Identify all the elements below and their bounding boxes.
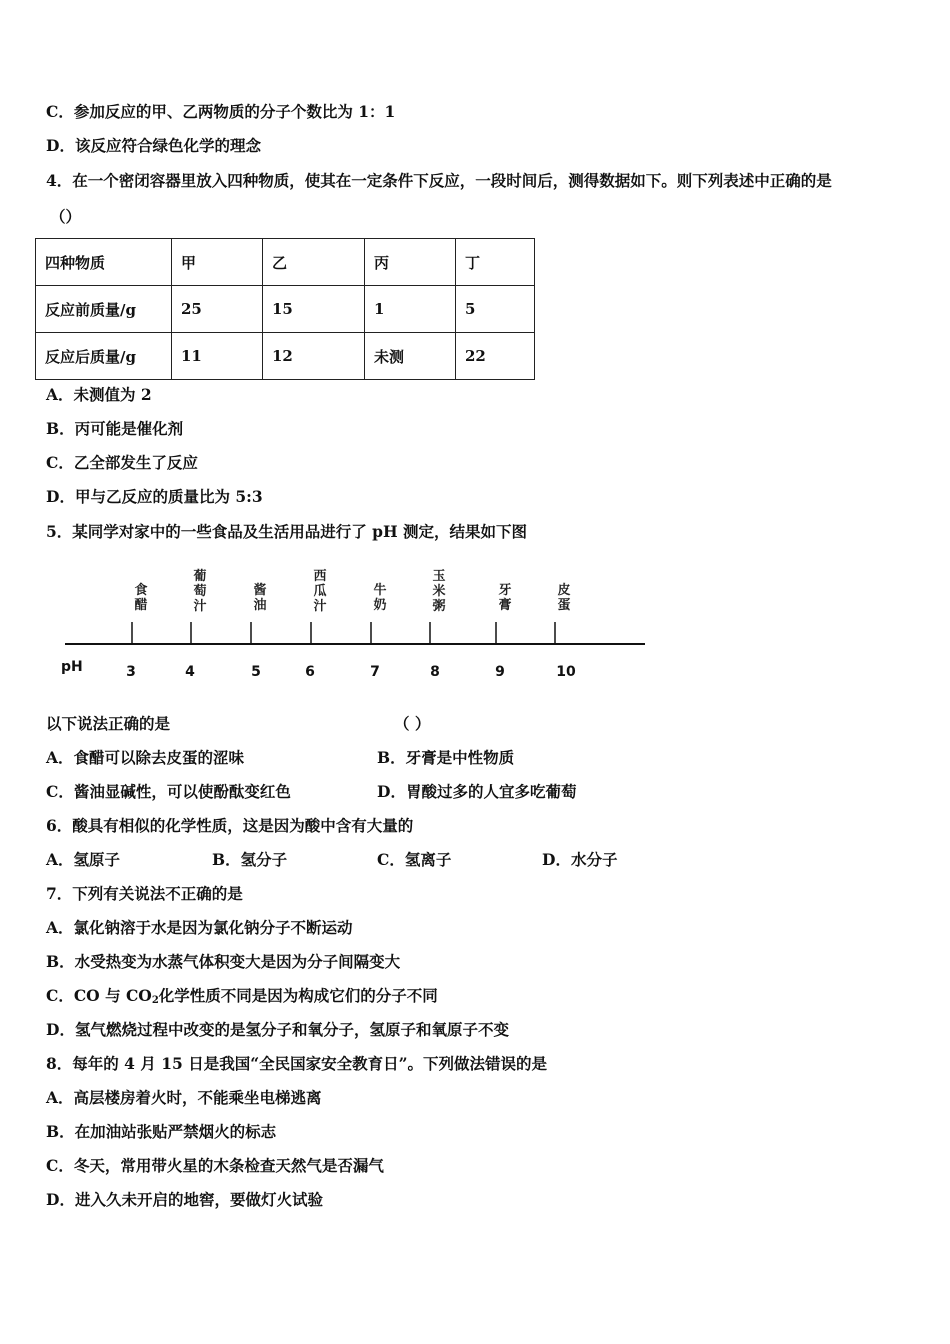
- ph-item-label-char: 油: [253, 598, 267, 613]
- table-cell: 反应后质量/g: [36, 333, 172, 380]
- q4-option-a: A．未测值为 2: [46, 385, 152, 404]
- ph-item-label-char: 米: [432, 584, 446, 599]
- ph-item-label-char: 奶: [373, 598, 387, 613]
- table-row: [36, 333, 535, 380]
- ph-item-label-char: 食: [134, 583, 148, 598]
- q4-answer-paren: （）: [50, 207, 82, 226]
- ph-tick-label: 8: [430, 664, 440, 680]
- ph-item-label-char: 瓜: [313, 584, 327, 599]
- q5-option-c: C．酱油显碱性，可以使酚酞变红色: [46, 782, 291, 801]
- ph-item-label-char: 酱: [253, 583, 267, 598]
- q7-option-c-subscript: 2: [151, 995, 159, 1006]
- ph-scale-diagram: [55, 560, 655, 685]
- ph-item-label-char: 蛋: [557, 598, 571, 613]
- table-row: [36, 286, 535, 333]
- q5-answer-paren: （ ）: [394, 714, 431, 733]
- table-cell: 12: [263, 333, 365, 380]
- table-cell: 11: [172, 333, 263, 380]
- q7-option-a: A．氯化钠溶于水是因为氯化钠分子不断运动: [46, 918, 353, 937]
- ph-item-label-char: 萄: [193, 584, 207, 599]
- q7-stem: 7．下列有关说法不正确的是: [46, 884, 243, 903]
- ph-axis-label: pH: [61, 659, 83, 675]
- table-header-row: [36, 239, 535, 286]
- q4-option-c: C．乙全部发生了反应: [46, 453, 198, 472]
- q7-option-c: [46, 986, 438, 1011]
- ph-tick-label: 7: [370, 664, 380, 680]
- q3-option-d: D．该反应符合绿色化学的理念: [46, 136, 261, 155]
- ph-item-label-char: 醋: [134, 598, 148, 613]
- table-cell: 丁: [456, 239, 535, 286]
- ph-marks: [126, 568, 576, 680]
- q7-option-b: B．水受热变为水蒸气体积变大是因为分子间隔变大: [46, 952, 401, 971]
- q5-option-b: B．牙膏是中性物质: [377, 748, 515, 767]
- q8-option-b: B．在加油站张贴严禁烟火的标志: [46, 1122, 277, 1141]
- q7-option-c-prefix: C．CO 与 CO: [46, 986, 152, 1005]
- ph-item-label-char: 西: [313, 569, 327, 584]
- q5-stem: 5．某同学对家中的一些食品及生活用品进行了 pH 测定，结果如下图: [46, 522, 528, 541]
- table-cell: 乙: [263, 239, 365, 286]
- table-cell: 15: [263, 286, 365, 333]
- ph-item-label-char: 皮: [557, 583, 571, 598]
- q6-option-a: A．氢原子: [46, 850, 121, 869]
- ph-tick-label: 5: [251, 664, 261, 680]
- q8-option-d: D．进入久未开启的地窖，要做灯火试验: [46, 1190, 323, 1209]
- table-cell: 甲: [172, 239, 263, 286]
- q7-option-d: D．氢气燃烧过程中改变的是氢分子和氧分子，氢原子和氧原子不变: [46, 1020, 509, 1039]
- ph-item-label-char: 粥: [432, 599, 446, 614]
- q5-option-a: A．食醋可以除去皮蛋的涩味: [46, 748, 245, 767]
- table-cell: 四种物质: [36, 239, 172, 286]
- table-cell: 5: [456, 286, 535, 333]
- q7-option-c-suffix: 化学性质不同是因为构成它们的分子不同: [158, 986, 438, 1005]
- q4-option-b: B．丙可能是催化剂: [46, 419, 184, 438]
- ph-item-label-char: 葡: [193, 569, 207, 584]
- q6-stem: 6．酸具有相似的化学性质，这是因为酸中含有大量的: [46, 816, 414, 835]
- ph-item-label-char: 玉: [432, 569, 446, 584]
- ph-tick-label: 9: [495, 664, 505, 680]
- ph-tick-label: 3: [126, 664, 136, 680]
- q8-option-a: A．高层楼房着火时，不能乘坐电梯逃离: [46, 1088, 322, 1107]
- table-cell: 1: [365, 286, 456, 333]
- ph-tick-label: 6: [305, 664, 315, 680]
- ph-item-label-char: 牛: [373, 583, 387, 598]
- ph-tick-label: 10: [556, 664, 576, 680]
- q3-option-c: C．参加反应的甲、乙两物质的分子个数比为 1：1: [46, 102, 396, 121]
- ph-item-label-char: 牙: [498, 583, 512, 598]
- ph-item-label-char: 汁: [313, 599, 327, 614]
- q4-option-d: D．甲与乙反应的质量比为 5:3: [46, 487, 263, 506]
- q8-option-c: C．冬天，常用带火星的木条检查天然气是否漏气: [46, 1156, 384, 1175]
- q4-data-table: [35, 238, 535, 380]
- q5-option-d: D．胃酸过多的人宜多吃葡萄: [377, 782, 577, 801]
- q5-prompt: 以下说法正确的是: [46, 714, 171, 733]
- q6-option-c: C．氢离子: [377, 850, 452, 869]
- q8-stem: 8．每年的 4 月 15 日是我国“全民国家安全教育日”。下列做法错误的是: [46, 1054, 548, 1073]
- q6-option-b: B．氢分子: [212, 850, 288, 869]
- table-cell: 25: [172, 286, 263, 333]
- ph-item-label-char: 汁: [193, 599, 207, 614]
- table-cell: 22: [456, 333, 535, 380]
- table-cell: 未测: [365, 333, 456, 380]
- q4-stem: 4．在一个密闭容器里放入四种物质，使其在一定条件下反应，一段时间后，测得数据如下。则下列表述中正确的是: [46, 171, 832, 190]
- table-cell: 反应前质量/g: [36, 286, 172, 333]
- q6-option-d: D．水分子: [542, 850, 618, 869]
- table-cell: 丙: [365, 239, 456, 286]
- ph-item-label-char: 膏: [498, 598, 512, 613]
- ph-tick-label: 4: [185, 664, 195, 680]
